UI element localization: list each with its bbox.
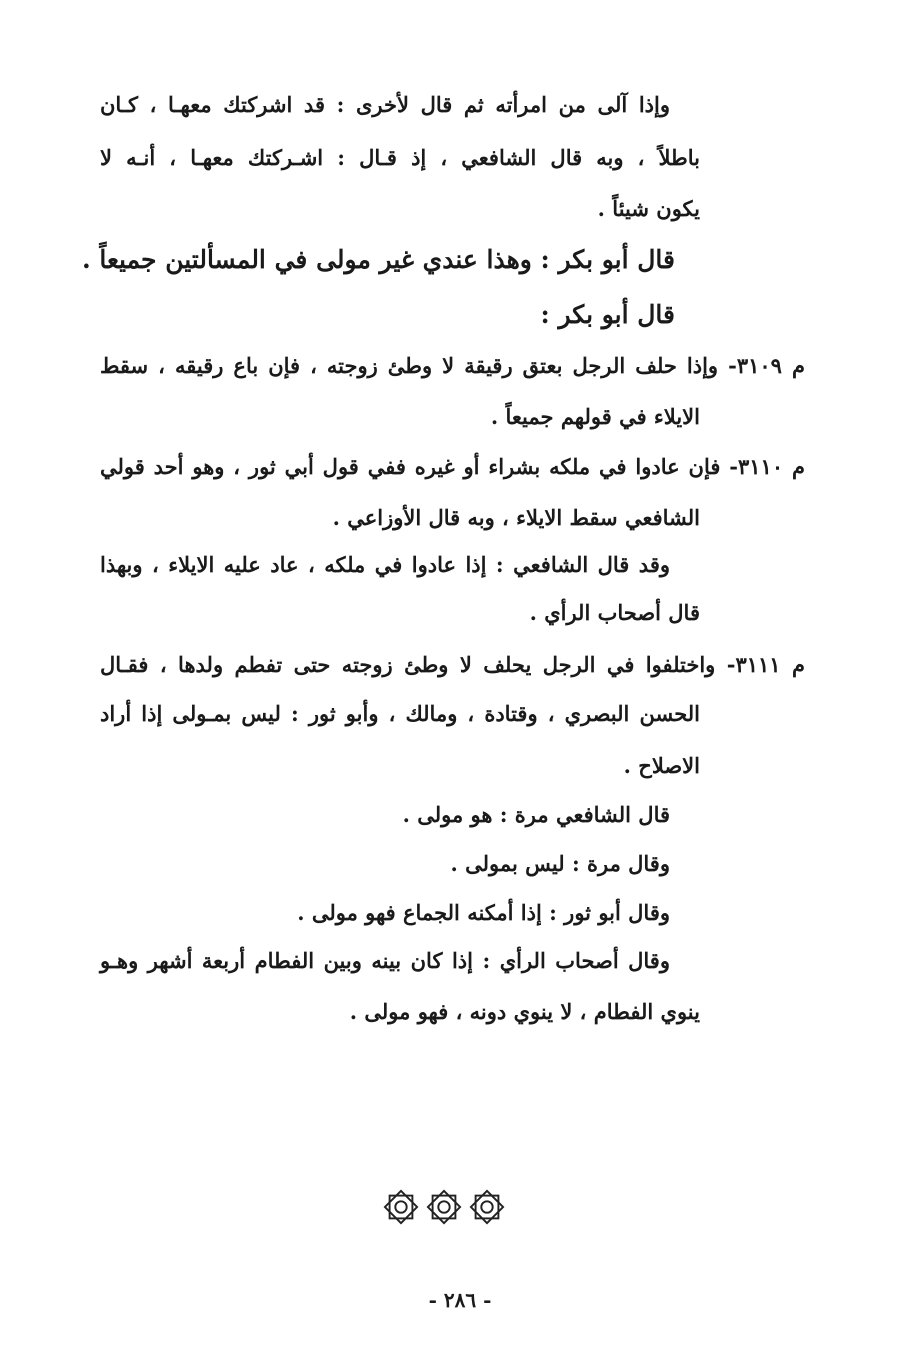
text-line-3: يكون شيئاً .	[597, 196, 700, 221]
star-ornament-icon	[382, 1188, 506, 1230]
heading-abu-bakr-2: قال أبو بكر :	[540, 300, 675, 329]
entry-3110-line-2: الشافعي سقط الايلاء ، وبه قال الأوزاعي .	[332, 505, 700, 530]
heading-abu-bakr-1: قال أبو بكر : وهذا عندي غير مولى في المسألتين جميعاً .	[81, 245, 675, 274]
entry-3111-line-2: الحسن البصري ، وقتادة ، ومالك ، وأبو ثور : ليس بمـولى إذا أراد	[100, 701, 700, 726]
text-line-2: باطلاً ، وبه قال الشافعي ، إذ قـال : اشـركتك معهـا ، أنـه لا	[100, 145, 700, 170]
entry-3109-line-2: الايلاء في قولهم جميعاً .	[490, 404, 700, 429]
entry-3111-line-1: م ٣١١١- واختلفوا في الرجل يحلف لا وطئ زوجته حتى تفطم ولدها ، فقـال	[100, 652, 805, 677]
page-number: - ٢٨٦ -	[428, 1288, 492, 1312]
text-line-1: وإذا آلى من امرأته ثم قال لأخرى : قد اشركتك معهـا ، كـان	[100, 92, 670, 117]
opinion-line-1: قال الشافعي مرة : هو مولى .	[402, 802, 670, 827]
star-ornament-icon-1	[382, 1188, 420, 1226]
opinion-line-4: وقال أصحاب الرأي : إذا كان بينه وبين الفطام أربعة أشهر وهـو	[100, 948, 670, 973]
opinion-line-3: وقال أبو ثور : إذا أمكنه الجماع فهو مولى .	[297, 900, 670, 925]
opinion-line-5: ينوي الفطام ، لا ينوي دونه ، فهو مولى .	[349, 999, 700, 1024]
entry-3109-line-1: م ٣١٠٩- وإذا حلف الرجل بعتق رقيقة لا وطئ زوجته ، فإن باع رقيقه ، سقط	[100, 353, 805, 378]
star-ornament-icon-2	[425, 1188, 463, 1226]
entry-3111-line-3: الاصلاح .	[623, 753, 700, 778]
paragraph-line-2: قال أصحاب الرأي .	[529, 600, 700, 625]
paragraph-line-1: وقد قال الشافعي : إذا عادوا في ملكه ، عاد عليه الايلاء ، وبهذا	[100, 552, 670, 577]
star-ornament-icon-3	[468, 1188, 506, 1226]
opinion-line-2: وقال مرة : ليس بمولى .	[450, 851, 670, 876]
entry-3110-line-1: م ٣١١٠- فإن عادوا في ملكه بشراء أو غيره ففي قول أبي ثور ، وهو أحد قولي	[100, 454, 805, 479]
